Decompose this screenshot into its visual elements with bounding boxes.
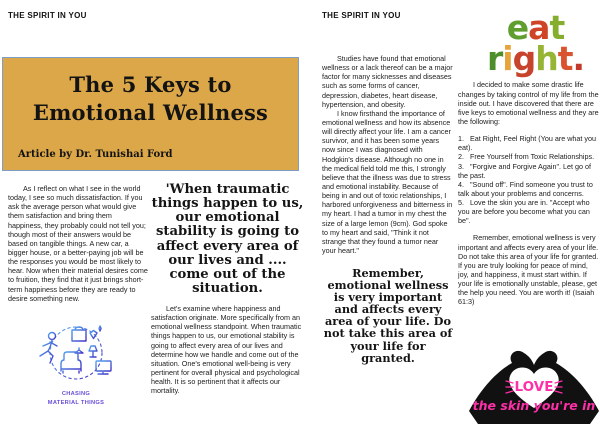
firsthand-paragraph: I know firsthand the importance of emotional wellness and how its absence will directly affect your life. I am a cancer survivor, and it has been some years now since I was diagnosed with Hodgkin's disease. Although no one in the medical field told me this, I strongly believe that the illness was due to stress and emotional instability. Because of being in and out of toxic relationships, I harbored unforgiveness and bitterness in my heart. I had a tumor in my chest the size of a large lemon (9cm). God spoke to my heart and said, "Think it not strange that they found a tumor near your heart." — [322, 108, 453, 255]
eat-right-word2: right. — [486, 38, 585, 78]
illustration-caption — [24, 390, 128, 407]
runner-body — [40, 340, 57, 363]
happiness-paragraph: Let's examine where happiness and satisfaction originate. More specifically from an emotional wellness standpoint. When traumatic things happen to us, our emotional stability is going to affect every area of our lives and determine how we handle and come out of the situation. One's emotional well-being is very pertinent for overall physical and psychological health. It is so pertinent that it affects our mortality. — [151, 304, 302, 396]
key-item-4: 4. "Sound off". Find someone you trust to talk about your problems and concerns. — [458, 179, 593, 198]
runner-head — [49, 333, 56, 340]
diamond — [90, 331, 97, 339]
title-banner — [2, 57, 299, 171]
heart-hands-image — [469, 346, 599, 424]
key-item-1: 1. Eat Right, Feel Right (You are what you eat). — [458, 134, 596, 153]
closing-paragraph: Remember, emotional wellness is very important and affects every area of your life. Do not take this area of your life for granted. If you are truly looking for peace of mind, joy, and happiness, it must start within. If your life is emotionally unstable, please, get the help you need. You are worth it! (Isaiah 61:3) — [458, 233, 599, 307]
key-item-3: 3. "Forgive and Forgive Again". Let go of the past. — [458, 161, 591, 180]
chasing-material-things-icon — [24, 325, 128, 383]
left-page-column-1 — [8, 184, 148, 303]
key-item-5: 5. Love the skin you are in. "Accept who you are before you become what you can be". — [458, 198, 590, 226]
studies-paragraph: Studies have found that emotional wellness or a lack thereof can be a major factor for many sicknesses and diseases such as some forms of cancer, depression, diabetes, heart disease, hypertension, and obesity. — [322, 54, 453, 109]
chasing-material-things-illustration — [24, 325, 128, 407]
right-page-column-2 — [458, 8, 599, 307]
sparkle — [99, 326, 101, 331]
eat-right-image — [458, 8, 599, 78]
eat-right-word1: eat — [506, 8, 565, 47]
left-page-column-2 — [151, 183, 304, 395]
caption-line-2: MATERIAL THINGS — [47, 399, 105, 406]
page-right — [300, 0, 600, 424]
five-keys-intro: I decided to make some drastic life changes by taking control of my life from the inside out. I have discovered that there are five keys to emotional wellness and they are the following: — [458, 80, 599, 126]
article-title: The 5 Keys to Emotional Wellness — [32, 72, 269, 125]
lamp — [89, 346, 97, 357]
pull-quote-remember: Remember, emotional wellness is very important and affects every area of your life. Do not take this area of your life for granted. — [323, 266, 453, 365]
love-tagline: the skin you're in — [472, 398, 596, 413]
five-keys-list — [458, 134, 599, 225]
masthead-left: THE SPIRIT IN YOU — [8, 11, 87, 20]
article-byline: Article by Dr. Tunishai Ford — [18, 149, 173, 160]
intro-paragraph: As I reflect on what I see in the world today, I see so much dissatisfaction. If you ask the average person what would give them satisfaction and bring them happiness, they probably could not tell you; though most of their answers would be based on tangible things. A new car, a bigger house, or a better-paying job will be the responses you would be most likely to hear. Now when their material desires come to fruition, they find that it just brings short-term happiness before they are ready to desire something new. — [8, 184, 148, 303]
caption-line-1: CHASING — [61, 391, 91, 397]
love-text: LOVE — [514, 379, 554, 395]
armchair — [61, 352, 81, 373]
right-page-column-1 — [322, 54, 454, 364]
gift-bag — [72, 327, 86, 341]
pull-quote-traumatic: 'When traumatic things happen to us, our emotional stability is going to affect every area of our lives and .... come out of the situation. — [151, 182, 304, 296]
heart-hands-icon — [469, 346, 599, 424]
key-item-2: 2. Free Yourself from Toxic Relationships. — [458, 152, 595, 162]
masthead-right: THE SPIRIT IN YOU — [322, 11, 401, 20]
